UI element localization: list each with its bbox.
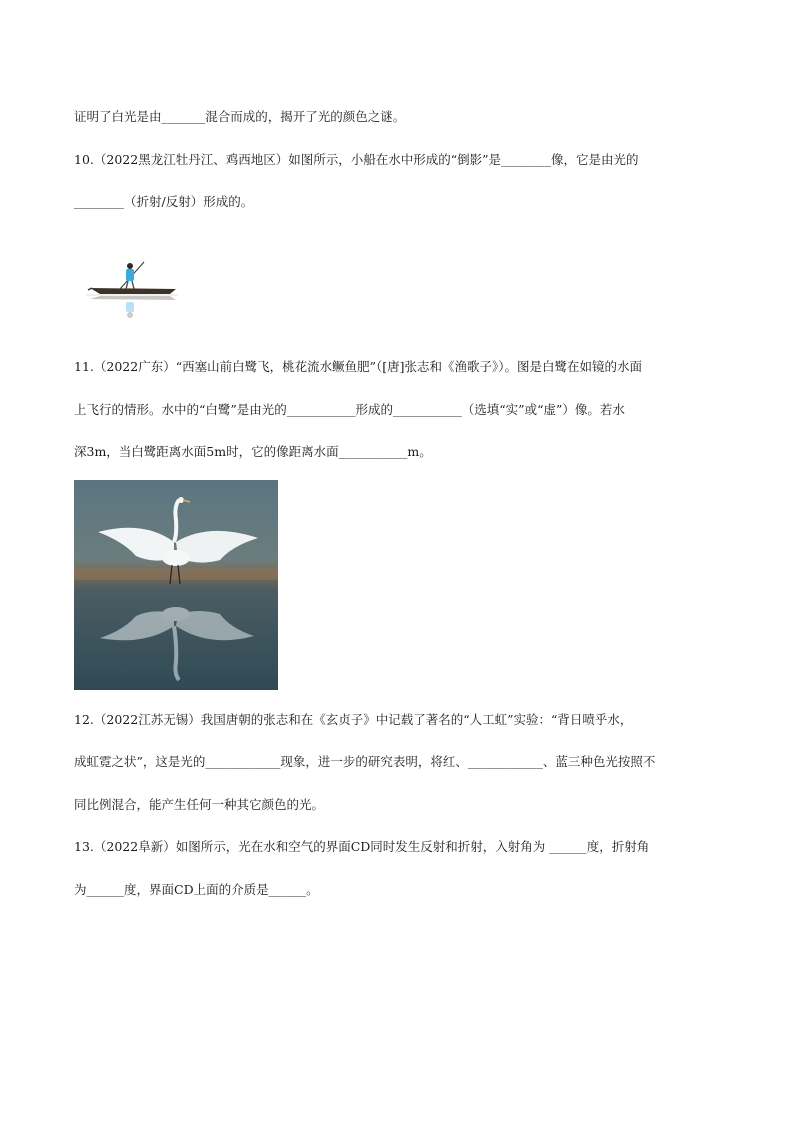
boat-reflection-image — [86, 258, 178, 322]
line-7: 12.（2022江苏无锡）我国唐朝的张志和在《玄贞子》中记载了著名的“人工虹”实验：“背日喷乎水， — [74, 712, 633, 727]
line-1: 证明了白光是由_______混合而成的，揭开了光的颜色之谜。 — [74, 109, 406, 124]
line-11: 为______度，界面CD上面的介质是______。 — [74, 882, 319, 897]
line-5: 上飞行的情形。水中的“白鹭”是由光的___________形成的___________（选填“实”或“虚”）像。若水 — [74, 402, 625, 417]
line-6: 深3m，当白鹭距离水面5m时，它的像距离水面___________m。 — [74, 444, 432, 459]
line-4: 11.（2022广东）“西塞山前白鹭飞，桃花流水鳜鱼肥”（[唐]张志和《渔歌子》）。图是白鹭在如镜的水面 — [74, 359, 642, 374]
egret-reflection-photo — [74, 480, 278, 690]
line-9: 同比例混合，能产生任何一种其它颜色的光。 — [74, 797, 325, 812]
line-2: 10.（2022黑龙江牡丹江、鸡西地区）如图所示，小船在水中形成的“倒影”是________像，它是由光的 — [74, 152, 639, 167]
line-8: 成虹霓之状”，这是光的____________现象，进一步的研究表明，将红、____________、蓝三种色光按照不 — [74, 754, 656, 769]
line-10: 13.（2022阜新）如图所示，光在水和空气的界面CD同时发生反射和折射，入射角为 ______度，折射角 — [74, 839, 650, 854]
line-3: ________（折射/反射）形成的。 — [74, 194, 254, 209]
